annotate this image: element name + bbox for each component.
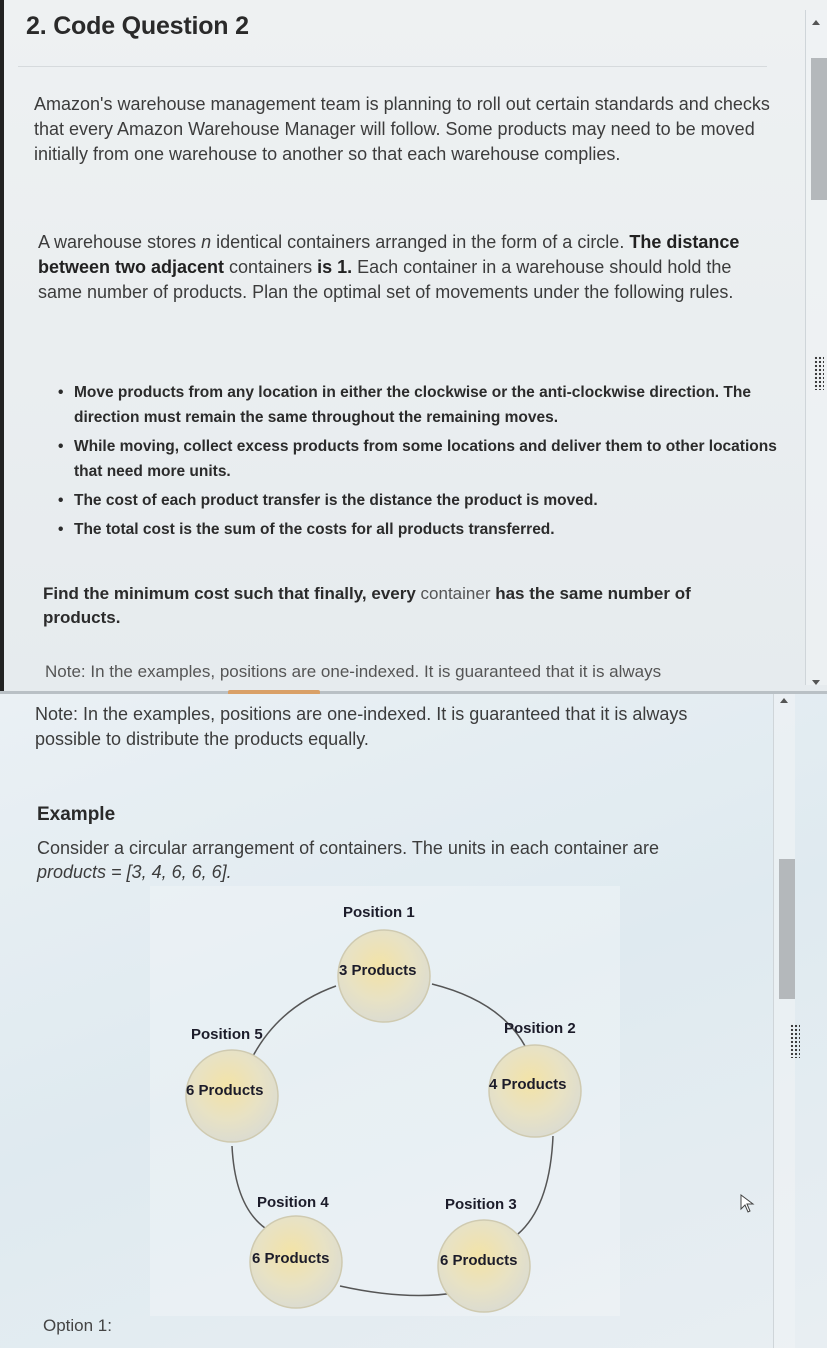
task-bold: has the same number of products. [43, 584, 691, 627]
mouse-cursor-icon [740, 1194, 756, 1214]
note-truncated: Note: In the examples, positions are one-indexed. It is guaranteed that it is always [45, 662, 662, 681]
products-array: products = [3, 4, 6, 6, 6]. [37, 862, 232, 882]
window-edge [0, 0, 4, 692]
scrollbar-bottom[interactable] [773, 694, 795, 1348]
position-5-label: Position 5 [191, 1026, 263, 1043]
rule-item: • While moving, collect excess products from some locations and deliver them to other locations that need more units. [58, 434, 778, 484]
circular-containers-diagram [150, 886, 620, 1316]
setup-text: A warehouse stores [38, 232, 202, 252]
task-bold: Find the minimum cost such that finally, every [43, 584, 416, 603]
rules-list [58, 380, 778, 546]
setup-text: identical containers arranged in the form of a circle. [211, 232, 630, 252]
position-1-label: Position 1 [343, 904, 415, 921]
option-1-label: Option 1: [43, 1316, 112, 1335]
example-heading: Example [37, 804, 116, 825]
setup-text: Each container in a warehouse should hold the same number of products. Plan the optimal set of movements under the following rules. [38, 257, 734, 302]
question-pane-bottom [0, 694, 827, 1348]
scrollbar-thumb[interactable] [811, 58, 827, 200]
title-divider [18, 66, 767, 67]
resize-grip-icon[interactable] [814, 356, 824, 390]
rule-item: • The total cost is the sum of the costs for all products transferred. [58, 517, 778, 542]
question-title: 2. Code Question 2 [26, 12, 249, 40]
setup-bold: The distance between two adjacent [38, 232, 740, 277]
scrollbar-thumb[interactable] [779, 859, 795, 999]
scrollbar-top[interactable] [805, 10, 827, 685]
example-text [37, 836, 737, 884]
position-5-count: 6 Products [186, 1082, 264, 1099]
intro-paragraph: Amazon's warehouse management team is planning to roll out certain standards and checks that every Amazon Warehouse Manager will follow. Some products may need to be moved initially from one warehouse to another so that each warehouse complies. [34, 94, 770, 164]
position-2-label: Position 2 [504, 1020, 576, 1037]
position-2-count: 4 Products [489, 1076, 567, 1093]
scroll-down-arrow-icon[interactable] [812, 680, 820, 685]
resize-grip-icon[interactable] [790, 1024, 800, 1058]
rule-item: • The cost of each product transfer is the distance the product is moved. [58, 488, 778, 513]
setup-text: containers [224, 257, 318, 277]
example-description: Consider a circular arrangement of containers. The units in each container are [37, 838, 660, 858]
note-full: Note: In the examples, positions are one-indexed. It is guaranteed that it is always possible to distribute the products equally. [35, 704, 688, 749]
position-4-label: Position 4 [257, 1194, 329, 1211]
scroll-up-arrow-icon[interactable] [812, 20, 820, 25]
scroll-up-arrow-icon[interactable] [780, 698, 788, 703]
diagram-graphic [150, 886, 620, 1316]
position-3-count: 6 Products [440, 1252, 518, 1269]
setup-bold: is 1. [317, 257, 353, 277]
variable-n: n [201, 232, 212, 252]
task-light: container [415, 584, 496, 603]
task-statement [43, 582, 723, 630]
setup-paragraph [38, 230, 768, 305]
position-4-count: 6 Products [252, 1250, 330, 1267]
rule-item: • Move products from any location in either the clockwise or the anti-clockwise direction. The direction must remain the same throughout the remaining moves. [58, 380, 778, 430]
position-1-count: 3 Products [339, 962, 417, 979]
position-3-label: Position 3 [445, 1196, 517, 1213]
